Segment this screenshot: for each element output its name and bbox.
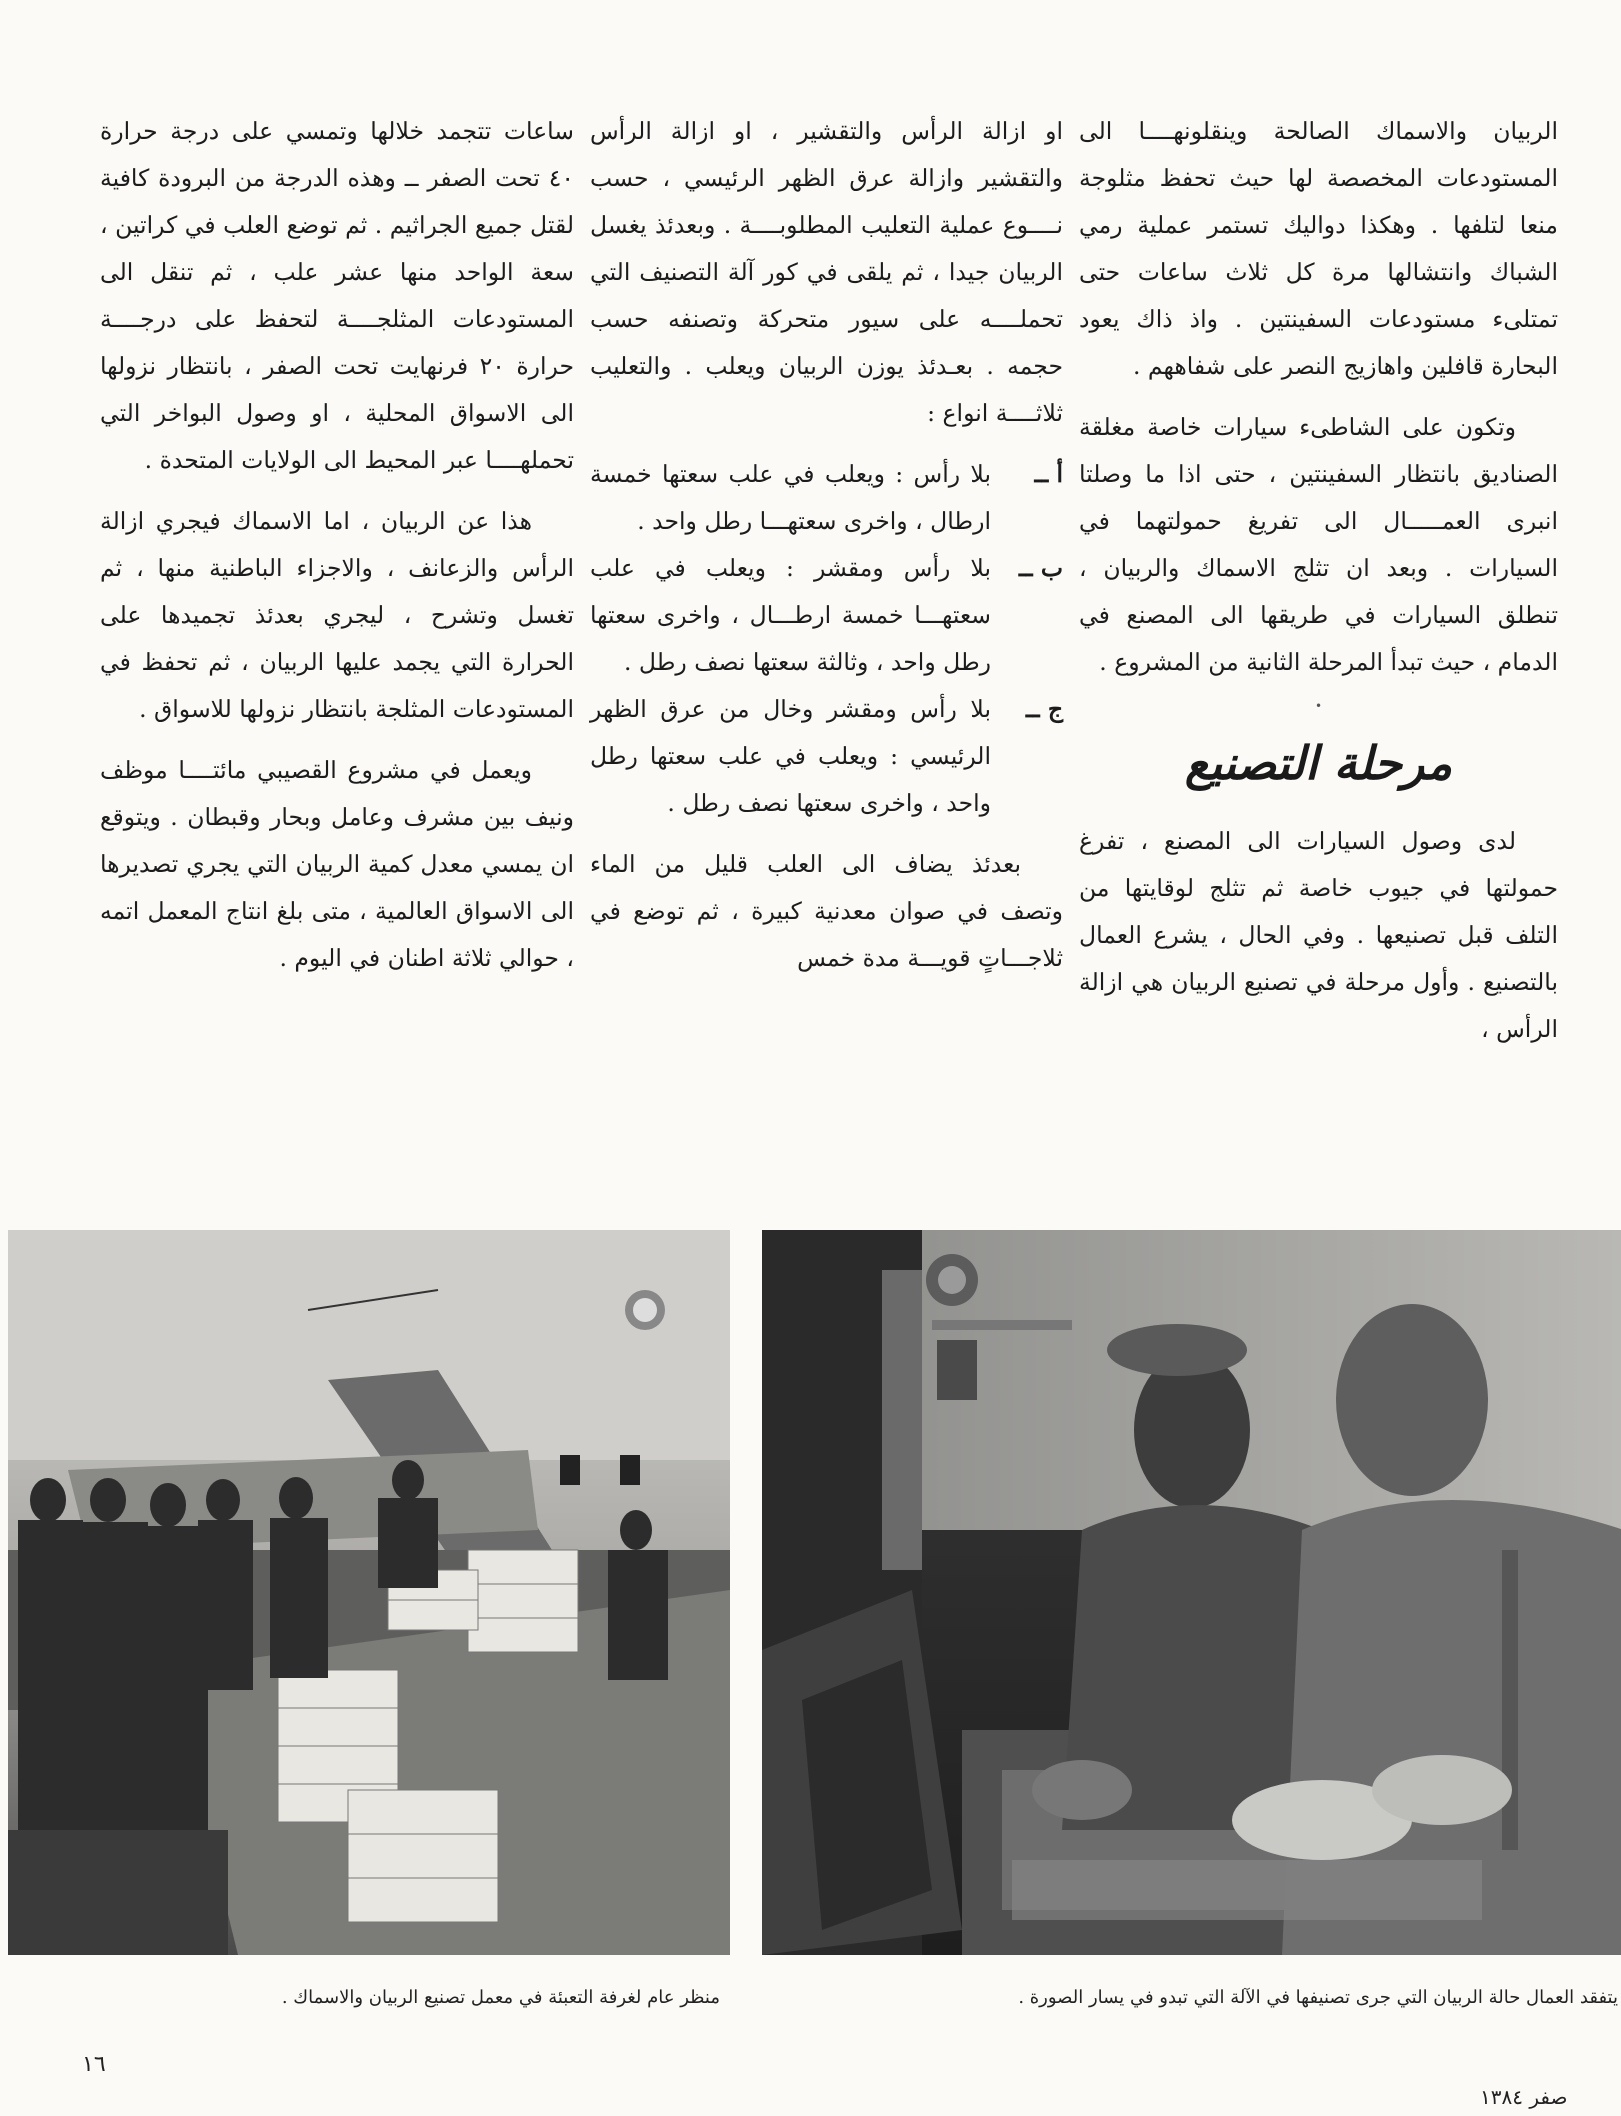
paragraph: او ازالة الرأس والتقشير ، او ازالة الرأس والتقشير وازالة عرق الظهر الرئيسي ، حسب نــــوع عملية التعليب المطلوبــــة . وبعدئذ يغسل الربيان جيدا ، ثم يلقى في كور آلة التصنيف التي تحملــــه على سيور متحركة وتصنفه حسب حجمه . بعـدئذ يوزن الربيان ويعلب . والتعليب ثلاثــــة انواع : [590,117,1063,427]
list-marker: أ ــ [1034,460,1063,488]
issue-date: صفر ١٣٨٤ [1480,2085,1568,2109]
list-marker: ج ــ [1025,695,1063,723]
text-column-middle [590,108,1063,996]
paragraph: هذا عن الربيان ، اما الاسماك فيجري ازالة الرأس والزعانف ، والاجزاء الباطنية منها ، ثم تغسل وتشرح ، ليجري بعدئذ تجميدها على الحرارة التي يجمد عليها الربيان ، ثم تحفظ في المستودعات المثلجة بانتظار نزولها للاسواق . [100,507,574,723]
page-number: ١٦ [82,2052,106,2077]
list-item-text: بلا رأس ومقشر : ويعلب في علب سعتهـــا خمسة ارطـــال ، واخرى سعتها رطل واحد ، وثالثة سعتها نصف رطل . [590,554,991,676]
text-column-right [1079,108,1558,1067]
photo-caption-right: يتفقد العمال حالة الربيان التي جرى تصنيفها في الآلة التي تبدو في يسار الصورة . [1018,1987,1618,2008]
list-item [590,451,1063,545]
section-heading: مرحلة التصنيع [1184,736,1453,790]
list-item [590,686,1063,827]
paragraph: ساعات تتجمد خلالها وتمسي على درجة حرارة ٤٠ تحت الصفر ــ وهذه الدرجة من البرودة كافية لقتل جميع الجراثيم . ثم توضع العلب في كراتين ، سعة الواحد منها عشر علب ، ثم تنقل الى المستودعات المثلجــــة لتحفظ على درجــــة حرارة ٢٠ فرنهايت تحت الصفر ، بانتظار نزولها الى الاسواق المحلية ، او وصول البواخر التي تحملهــــا عبر المحيط الى الولايات المتحدة . [100,117,574,474]
paragraph: الربيان والاسماك الصالحة وينقلونهــــا الى المستودعات المخصصة لها حيث تحفظ مثلوجة منعا لتلفها . وهكذا دواليك تستمر عملية رمي الشباك وانتشالها مرة كل ثلاث ساعات حتى تمتلىء مستودعات السفينتين . واذ ذاك يعود البحارة قافلين واهازيج النصر على شفاههم . [1079,117,1558,380]
list-marker: ب ــ [1018,554,1063,582]
photo-workers-sorting-shrimp [762,1230,1621,1955]
photo-caption-left: منظر عام لغرفة التعبئة في معمل تصنيع الربيان والاسماك . [281,1987,720,2008]
text-column-left [100,108,574,996]
paragraph: وتكون على الشاطىء سيارات خاصة مغلقة الصناديق بانتظار السفينتين ، حتى اذا ما وصلتا انبرى العمـــــال الى تفريغ حمولتهما في السيارات . وبعد ان تثلج الاسماك والربيان ، تنطلق السيارات في طريقها الى المصنع في الدمام ، حيث تبدأ المرحلة الثانية من المشروع . [1079,413,1558,676]
list-item [590,545,1063,686]
list-item-text: بلا رأس : ويعلب في علب سعتها خمسة ارطال ، واخرى سعتهـــا رطل واحد . [590,460,991,535]
photo-packing-room [8,1230,730,1955]
paragraph: بعدئذ يضاف الى العلب قليل من الماء وتصف في صوان معدنية كبيرة ، ثم توضع في ثلاجـــاتٍ قويـــة مدة خمس [590,850,1063,972]
paragraph: لدى وصول السيارات الى المصنع ، تفرغ حمولتها في جيوب خاصة ثم تثلج لوقايتها من التلف قبل تصنيعها . وفي الحال ، يشرع العمال بالتصنيع . وأول مرحلة في تصنيع الربيان هي ازالة الرأس ، [1079,827,1558,1043]
list-item-text: بلا رأس ومقشر وخال من عرق الظهر الرئيسي : ويعلب في علب سعتها رطل واحد ، واخرى سعتها نصف رطل . [590,695,991,817]
ornament-dot: • [1314,699,1323,713]
paragraph: ويعمل في مشروع القصيبي مائتــــا موظف ونيف بين مشرف وعامل وبحار وقبطان . ويتوقع ان يمسي معدل كمية الربيان التي يجري تصديرها الى الاسواق العالمية ، متى بلغ انتاج المعمل اتمه ، حوالي ثلاثة اطنان في اليوم . [100,756,574,972]
